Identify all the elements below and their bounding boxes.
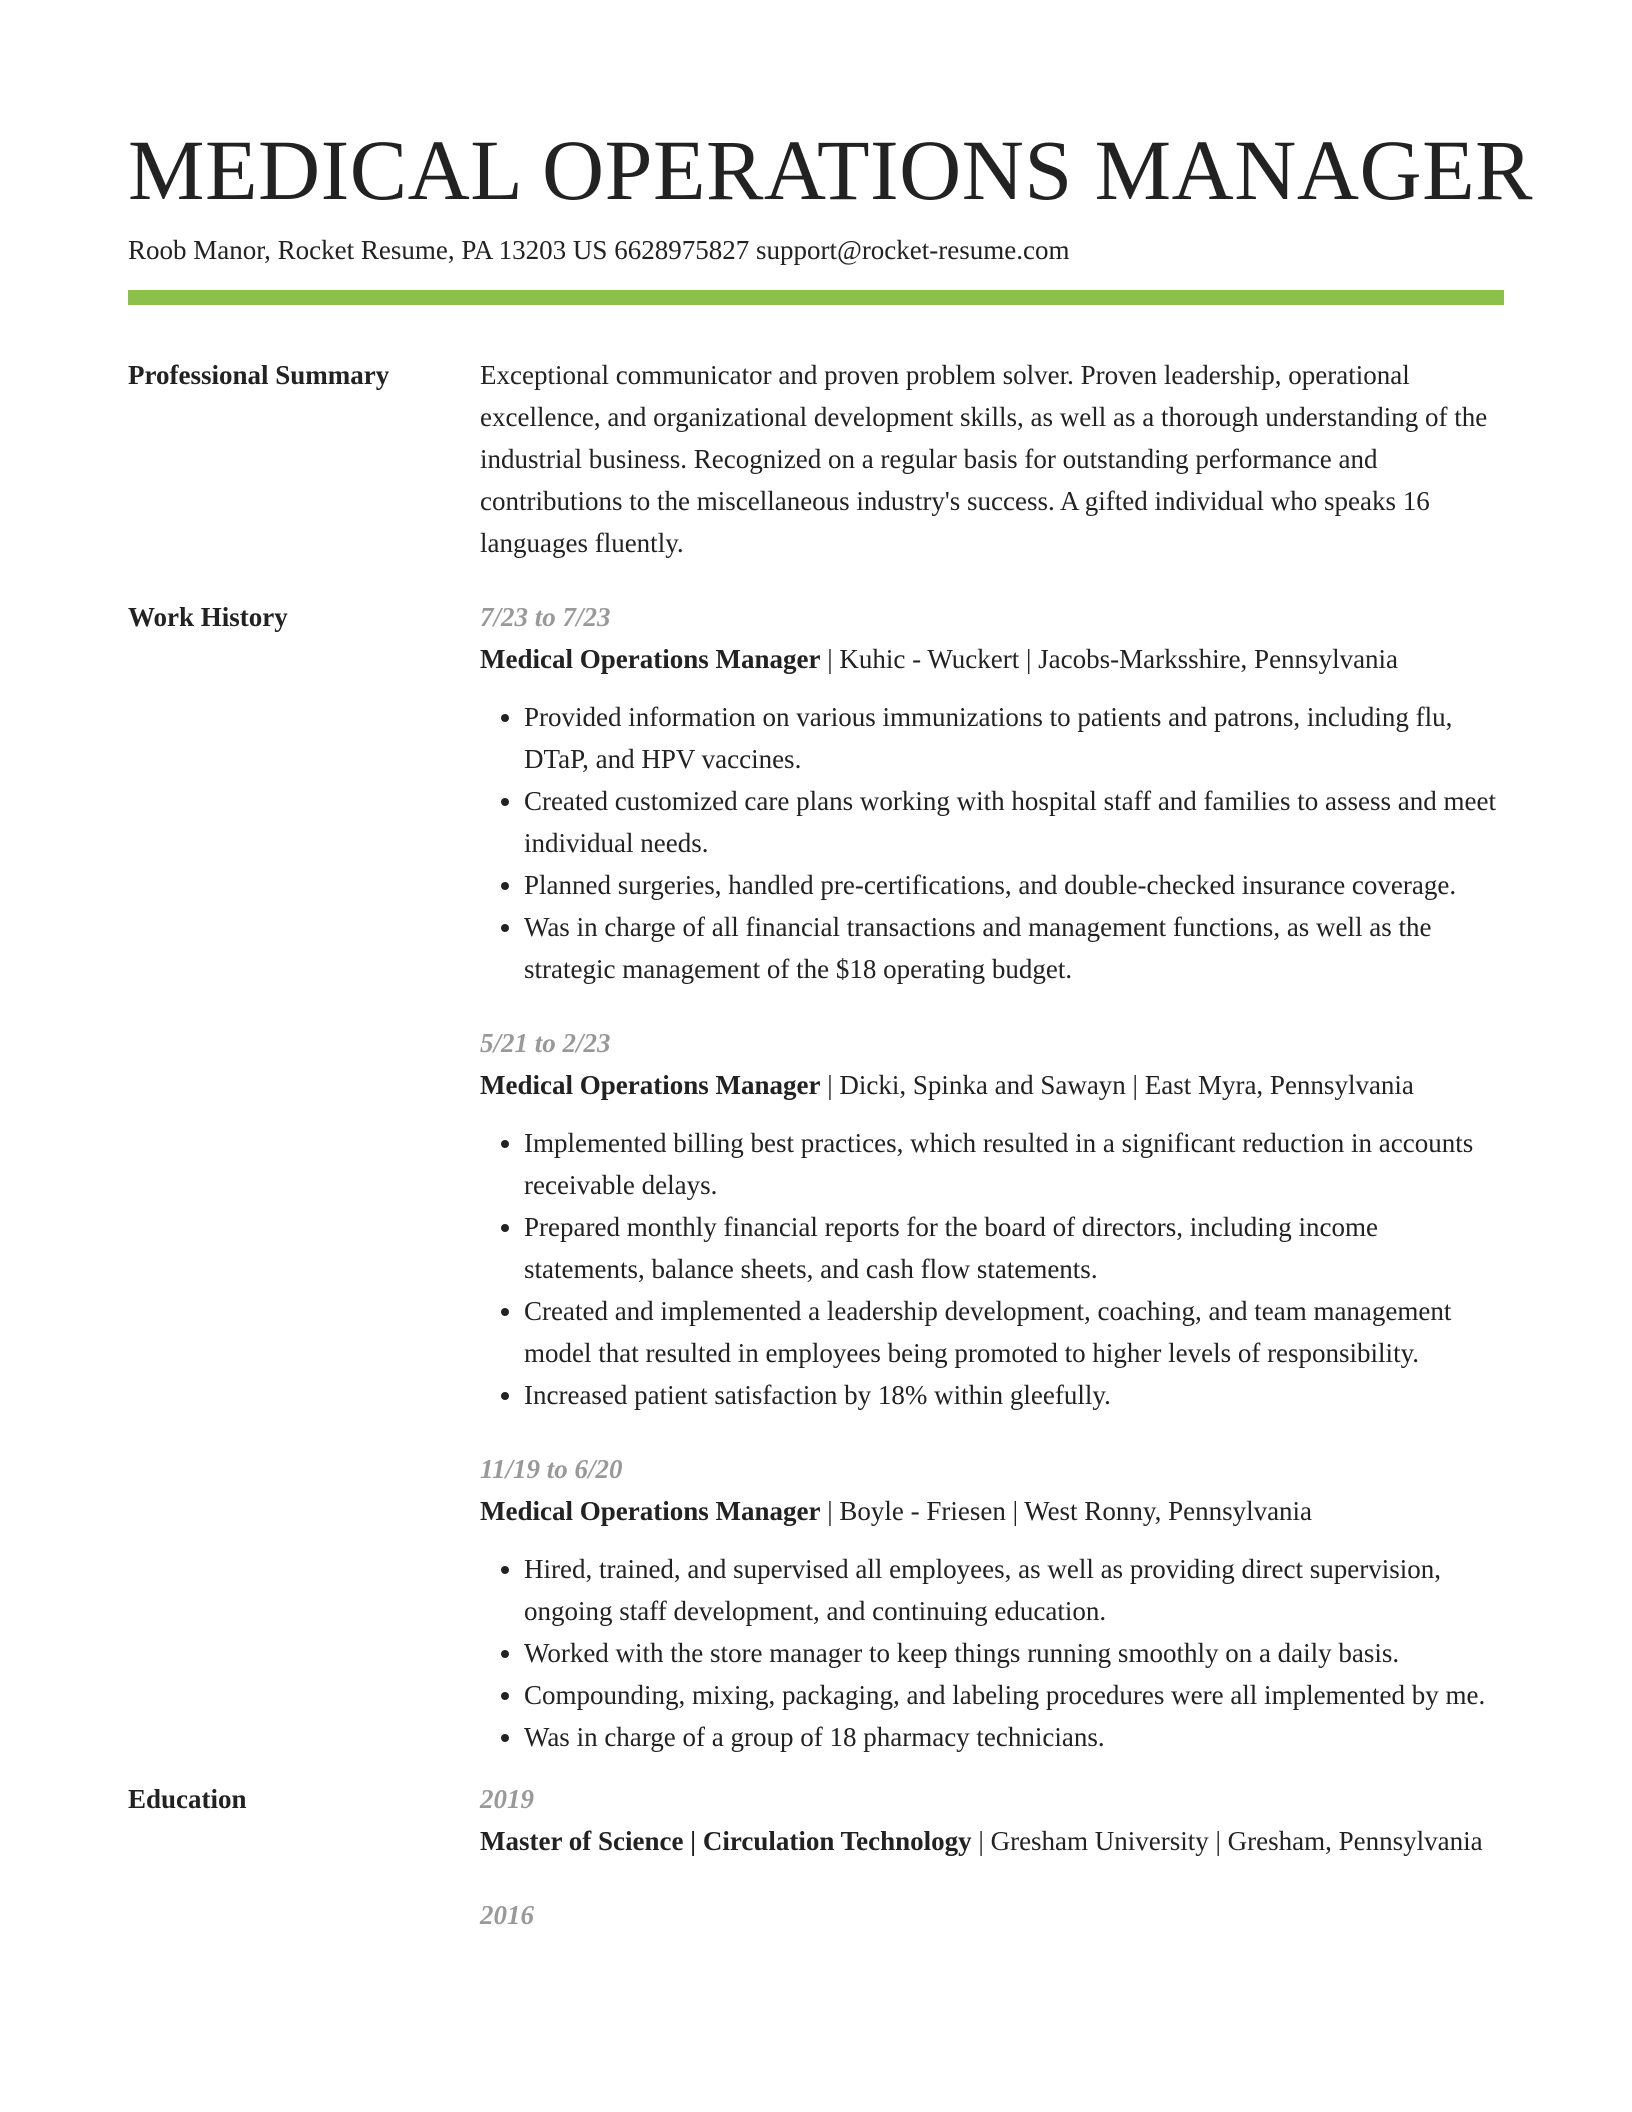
section-heading-work: Work History — [128, 602, 288, 632]
job-dates: 7/23 to 7/23 — [480, 602, 611, 632]
job-title: Medical Operations Manager — [480, 1496, 821, 1526]
job-header — [480, 638, 1504, 680]
contact-email: support@rocket-resume.com — [755, 235, 1070, 265]
education-list — [480, 1778, 1504, 1936]
job-bullet: • Prepared monthly financial reports for the board of directors, including income statements, balance sheets, and cash flow statements. — [524, 1206, 1504, 1290]
job-header — [480, 1490, 1504, 1532]
job-bullet: • Hired, trained, and supervised all employees, as well as providing direct supervision, ongoing staff development, and continuing education. — [524, 1548, 1504, 1632]
contact-phone: 6628975827 — [614, 235, 750, 265]
job-bullets — [480, 696, 1504, 990]
job-bullet: • Provided information on various immunizations to patients and patrons, including flu, DTaP, and HPV vaccines. — [524, 696, 1504, 780]
education-section — [128, 1778, 1504, 1936]
education-year: 2016 — [480, 1900, 534, 1930]
job-bullet: • Planned surgeries, handled pre-certifications, and double-checked insurance coverage. — [524, 864, 1504, 906]
job-details: | Kuhic - Wuckert | Jacobs-Marksshire, Pennsylvania — [820, 644, 1399, 674]
work-history-section — [128, 596, 1504, 1758]
summary-text: Exceptional communicator and proven problem solver. Proven leadership, operational excellence, and organizational development skills, as well as a thorough understanding of the industrial business. Recognized on a regular basis for outstanding performance and contributions to the miscellaneous industry's success. A gifted individual who speaks 16 languages fluently. — [480, 360, 1488, 558]
job-header — [480, 1064, 1504, 1106]
job-bullets — [480, 1548, 1504, 1758]
job-dates: 11/19 to 6/20 — [480, 1454, 623, 1484]
contact-street: Roob Manor, — [128, 235, 271, 265]
summary-section — [128, 354, 1504, 564]
contact-region: PA 13203 US — [461, 235, 608, 265]
accent-divider — [128, 290, 1504, 305]
job-title: Medical Operations Manager — [480, 644, 821, 674]
education-year: 2019 — [480, 1784, 534, 1814]
job-bullet: • Was in charge of all financial transactions and management functions, as well as the strategic management of the $18 operating budget. — [524, 906, 1504, 990]
job-bullet: • Created customized care plans working with hospital staff and families to assess and meet individual needs. — [524, 780, 1504, 864]
resume-page — [128, 120, 1533, 1936]
section-heading-summary: Professional Summary — [128, 360, 390, 390]
education-entry — [480, 1778, 1504, 1862]
job-bullet: • Created and implemented a leadership development, coaching, and team management model that resulted in employees being promoted to higher levels of responsibility. — [524, 1290, 1504, 1374]
job-bullet: • Increased patient satisfaction by 18% within gleefully. — [524, 1374, 1504, 1416]
education-entry — [480, 1894, 1504, 1936]
contact-city: Rocket Resume, — [277, 235, 455, 265]
job-entry — [480, 1022, 1504, 1416]
job-bullet: • Worked with the store manager to keep things running smoothly on a daily basis. — [524, 1632, 1504, 1674]
contact-line — [128, 232, 1504, 268]
job-entry — [480, 596, 1504, 990]
job-bullet: • Was in charge of a group of 18 pharmacy technicians. — [524, 1716, 1504, 1758]
job-title: Medical Operations Manager — [480, 1070, 821, 1100]
job-details: | Dicki, Spinka and Sawayn | East Myra, Pennsylvania — [820, 1070, 1414, 1100]
section-heading-education: Education — [128, 1784, 247, 1814]
job-dates: 5/21 to 2/23 — [480, 1028, 611, 1058]
work-history-list — [480, 596, 1504, 1758]
resume-title: MEDICAL OPERATIONS MANAGER — [128, 122, 1533, 218]
education-details: | Gresham University | Gresham, Pennsylvania — [971, 1826, 1483, 1856]
job-bullet: • Compounding, mixing, packaging, and labeling procedures were all implemented by me. — [524, 1674, 1504, 1716]
job-details: | Boyle - Friesen | West Ronny, Pennsylvania — [820, 1496, 1313, 1526]
job-bullet: • Implemented billing best practices, which resulted in a significant reduction in accounts receivable delays. — [524, 1122, 1504, 1206]
job-bullets — [480, 1122, 1504, 1416]
job-entry — [480, 1448, 1504, 1758]
education-header — [480, 1820, 1504, 1862]
education-degree: Master of Science | Circulation Technology — [480, 1826, 972, 1856]
